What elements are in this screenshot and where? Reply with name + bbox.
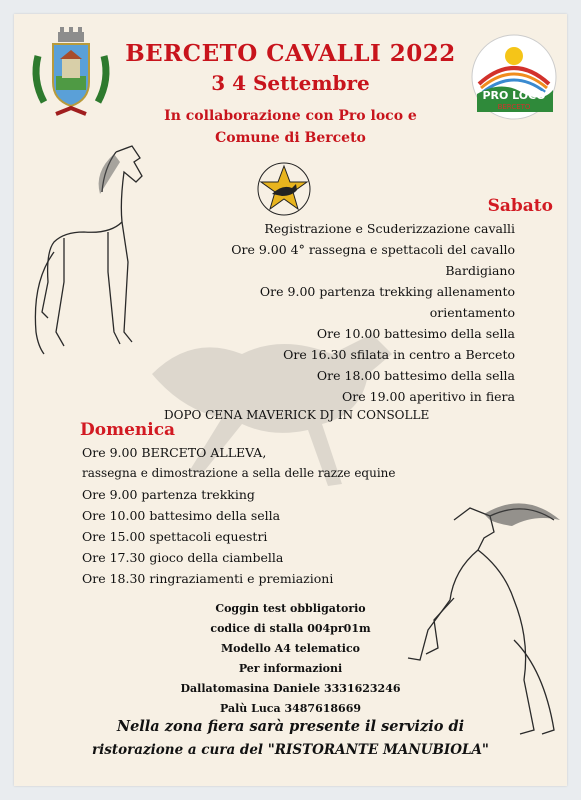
domenica-line: Ore 9.00 BERCETO ALLEVA, <box>82 445 267 460</box>
domenica-heading: Domenica <box>80 420 176 440</box>
sabato-line: Ore 9.00 4° rassegna e spettacoli del cavallo <box>231 242 515 257</box>
sabato-line: Bardigiano <box>445 263 515 278</box>
event-poster <box>14 14 567 786</box>
sabato-line: Ore 18.00 battesimo della sella <box>316 368 515 383</box>
domenica-line: Ore 10.00 battesimo della sella <box>82 508 281 523</box>
footer-line-1: Nella zona fiera sarà presente il servizio di <box>116 718 465 735</box>
sabato-line: Ore 19.00 aperitivo in fiera <box>342 389 515 404</box>
contact-daniele: Dallatomasina Daniele 3331623246 <box>180 682 401 695</box>
domenica-line: Ore 9.00 partenza trekking <box>82 487 255 502</box>
collaboration-line-2: Comune di Berceto <box>215 130 366 146</box>
info-line: Per informazioni <box>238 662 343 675</box>
pro-loco-logo-sublabel: BERCETO <box>497 103 531 111</box>
domenica-line: rassegna e dimostrazione a sella delle razze equine <box>82 466 396 480</box>
event-title: BERCETO CAVALLI 2022 <box>125 40 456 67</box>
sabato-line: Registrazione e Scuderizzazione cavalli <box>264 221 515 236</box>
sabato-line: Ore 10.00 battesimo della sella <box>316 326 515 341</box>
domenica-line: Ore 18.30 ringraziamenti e premiazioni <box>82 571 334 586</box>
info-line: Modello A4 telematico <box>220 642 361 655</box>
sabato-heading: Sabato <box>487 196 553 216</box>
sabato-line: orientamento <box>429 305 515 320</box>
contact-luca: Palù Luca 3487618669 <box>219 702 362 715</box>
collaboration-line-1: In collaborazione con Pro loco e <box>164 108 417 124</box>
sabato-line: Ore 16.30 sfilata in centro a Berceto <box>283 347 515 362</box>
sabato-after-dinner: DOPO CENA MAVERICK DJ IN CONSOLLE <box>164 408 430 422</box>
equestrian-star-logo <box>252 160 316 218</box>
info-line: Coggin test obbligatorio <box>215 602 366 615</box>
footer-line-2: ristorazione a cura del "RISTORANTE MANUBIOLA" <box>92 742 489 758</box>
sabato-line: Ore 9.00 partenza trekking allenamento <box>259 284 515 299</box>
domenica-line: Ore 15.00 spettacoli equestri <box>82 529 268 544</box>
pro-loco-logo-label: PRO LOCO <box>482 89 546 102</box>
info-line: codice di stalla 004pr01m <box>210 622 371 635</box>
event-dates: 3 4 Settembre <box>211 71 370 95</box>
domenica-line: Ore 17.30 gioco della ciambella <box>82 550 284 565</box>
